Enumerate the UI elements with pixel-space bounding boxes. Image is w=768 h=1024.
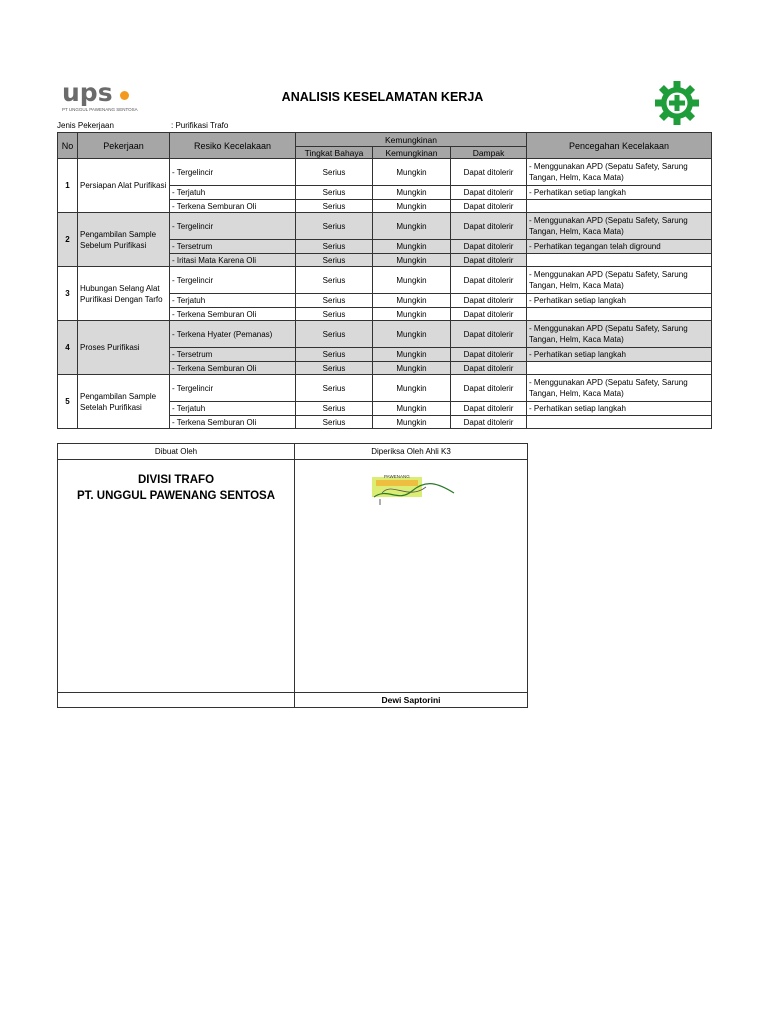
company-logo [62, 78, 138, 116]
hazard-level-cell: Serius [296, 159, 373, 186]
impact-cell: Dapat ditolerir [451, 348, 527, 362]
hazard-level-cell: Serius [296, 308, 373, 321]
risk-cell: - Terkena Hyater (Pemanas) [170, 321, 296, 348]
risk-cell: - Tersetrum [170, 348, 296, 362]
risk-cell: - Terjatuh [170, 294, 296, 308]
company-stamp-icon [368, 473, 458, 505]
risk-cell: - Terkena Semburan Oli [170, 416, 296, 429]
risk-cell: - Tergelincir [170, 213, 296, 240]
prevention-cell [527, 362, 712, 375]
row-number: 3 [58, 267, 78, 321]
impact-cell: Dapat ditolerir [451, 308, 527, 321]
header-pekerjaan: Pekerjaan [78, 133, 170, 159]
header-kemungkinan-group: Kemungkinan [296, 133, 527, 147]
table-row [58, 159, 712, 186]
risk-cell: - Tersetrum [170, 240, 296, 254]
risk-cell: - Terjatuh [170, 186, 296, 200]
prevention-cell: - Menggunakan APD (Sepatu Safety, Sarung Tangan, Helm, Kaca Mata) [527, 321, 712, 348]
likelihood-cell: Mungkin [373, 348, 451, 362]
prevention-cell: - Perhatikan setiap langkah [527, 294, 712, 308]
impact-cell: Dapat ditolerir [451, 294, 527, 308]
hazard-level-cell: Serius [296, 267, 373, 294]
impact-cell: Dapat ditolerir [451, 267, 527, 294]
hazard-level-cell: Serius [296, 200, 373, 213]
impact-cell: Dapat ditolerir [451, 402, 527, 416]
impact-cell: Dapat ditolerir [451, 240, 527, 254]
checked-by-label: Diperiksa Oleh Ahli K3 [295, 444, 528, 460]
job-step: Pengambilan Sample Setelah Purifikasi [78, 375, 170, 429]
hazard-level-cell: Serius [296, 375, 373, 402]
impact-cell: Dapat ditolerir [451, 213, 527, 240]
risk-cell: - Tergelincir [170, 159, 296, 186]
impact-cell: Dapat ditolerir [451, 362, 527, 375]
prevention-cell: - Perhatikan setiap langkah [527, 402, 712, 416]
risk-cell: - Tergelincir [170, 375, 296, 402]
header-tingkat: Tingkat Bahaya [296, 147, 373, 159]
risk-analysis-table [57, 132, 712, 429]
made-by-label: Dibuat Oleh [58, 444, 295, 460]
table-row [58, 213, 712, 240]
hazard-level-cell: Serius [296, 213, 373, 240]
company-name: PT. UNGGUL PAWENANG SENTOSA [76, 490, 276, 502]
likelihood-cell: Mungkin [373, 254, 451, 267]
likelihood-cell: Mungkin [373, 186, 451, 200]
table-row [58, 321, 712, 348]
likelihood-cell: Mungkin [373, 294, 451, 308]
stamp-text: PAWENANG [384, 474, 410, 479]
risk-cell: - Terjatuh [170, 402, 296, 416]
signature-table [57, 443, 528, 708]
impact-cell: Dapat ditolerir [451, 200, 527, 213]
prevention-cell: - Menggunakan APD (Sepatu Safety, Sarung Tangan, Helm, Kaca Mata) [527, 159, 712, 186]
logo-subtext: PT UNGGUL PAWENANG SENTOSA [62, 107, 138, 112]
job-type-label: Jenis Pekerjaan [57, 121, 114, 130]
prevention-cell [527, 254, 712, 267]
hazard-level-cell: Serius [296, 362, 373, 375]
likelihood-cell: Mungkin [373, 213, 451, 240]
hazard-level-cell: Serius [296, 294, 373, 308]
header-resiko: Resiko Kecelakaan [170, 133, 296, 159]
prevention-cell: - Menggunakan APD (Sepatu Safety, Sarung Tangan, Helm, Kaca Mata) [527, 375, 712, 402]
risk-cell: - Tergelincir [170, 267, 296, 294]
prevention-cell [527, 308, 712, 321]
prevention-cell: - Menggunakan APD (Sepatu Safety, Sarung Tangan, Helm, Kaca Mata) [527, 213, 712, 240]
impact-cell: Dapat ditolerir [451, 375, 527, 402]
likelihood-cell: Mungkin [373, 159, 451, 186]
row-number: 4 [58, 321, 78, 375]
likelihood-cell: Mungkin [373, 362, 451, 375]
division-name: DIVISI TRAFO [137, 474, 215, 486]
risk-cell: - Terkena Semburan Oli [170, 200, 296, 213]
risk-cell: - Iritasi Mata Karena Oli [170, 254, 296, 267]
impact-cell: Dapat ditolerir [451, 416, 527, 429]
job-step: Hubungan Selang Alat Purifikasi Dengan Tarfo [78, 267, 170, 321]
page-title: ANALISIS KESELAMATAN KERJA [281, 90, 484, 104]
risk-cell: - Terkena Semburan Oli [170, 362, 296, 375]
header-dampak: Dampak [451, 147, 527, 159]
likelihood-cell: Mungkin [373, 375, 451, 402]
likelihood-cell: Mungkin [373, 267, 451, 294]
row-number: 5 [58, 375, 78, 429]
checker-name: Dewi Saptorini [295, 693, 528, 708]
hazard-level-cell: Serius [296, 402, 373, 416]
prevention-cell: - Perhatikan setiap langkah [527, 186, 712, 200]
impact-cell: Dapat ditolerir [451, 186, 527, 200]
job-type-value: : Purifikasi Trafo [171, 121, 229, 130]
hazard-level-cell: Serius [296, 321, 373, 348]
likelihood-cell: Mungkin [373, 200, 451, 213]
header-kemungkinan: Kemungkinan [373, 147, 451, 159]
impact-cell: Dapat ditolerir [451, 254, 527, 267]
table-row [58, 375, 712, 402]
prevention-cell: - Perhatikan setiap langkah [527, 348, 712, 362]
likelihood-cell: Mungkin [373, 402, 451, 416]
job-step: Pengambilan Sample Sebelum Purifikasi [78, 213, 170, 267]
hazard-level-cell: Serius [296, 416, 373, 429]
header-no: No [58, 133, 78, 159]
job-step: Persiapan Alat Purifikasi [78, 159, 170, 213]
logo-dot [120, 91, 129, 100]
likelihood-cell: Mungkin [373, 416, 451, 429]
maker-name-cell [58, 693, 295, 708]
checker-signature-cell [295, 460, 528, 693]
hazard-level-cell: Serius [296, 240, 373, 254]
job-step: Proses Purifikasi [78, 321, 170, 375]
risk-cell: - Terkena Semburan Oli [170, 308, 296, 321]
hazard-level-cell: Serius [296, 254, 373, 267]
likelihood-cell: Mungkin [373, 321, 451, 348]
hazard-level-cell: Serius [296, 348, 373, 362]
likelihood-cell: Mungkin [373, 240, 451, 254]
row-number: 2 [58, 213, 78, 267]
hazard-level-cell: Serius [296, 186, 373, 200]
prevention-cell: - Menggunakan APD (Sepatu Safety, Sarung Tangan, Helm, Kaca Mata) [527, 267, 712, 294]
impact-cell: Dapat ditolerir [451, 321, 527, 348]
division-cell [58, 460, 295, 693]
prevention-cell [527, 416, 712, 429]
row-number: 1 [58, 159, 78, 213]
logo-text: ups [62, 78, 113, 107]
table-row [58, 267, 712, 294]
prevention-cell [527, 200, 712, 213]
header-pencegahan: Pencegahan Kecelakaan [527, 133, 712, 159]
prevention-cell: - Perhatikan tegangan telah diground [527, 240, 712, 254]
likelihood-cell: Mungkin [373, 308, 451, 321]
k3-safety-gear-icon [654, 80, 700, 126]
impact-cell: Dapat ditolerir [451, 159, 527, 186]
